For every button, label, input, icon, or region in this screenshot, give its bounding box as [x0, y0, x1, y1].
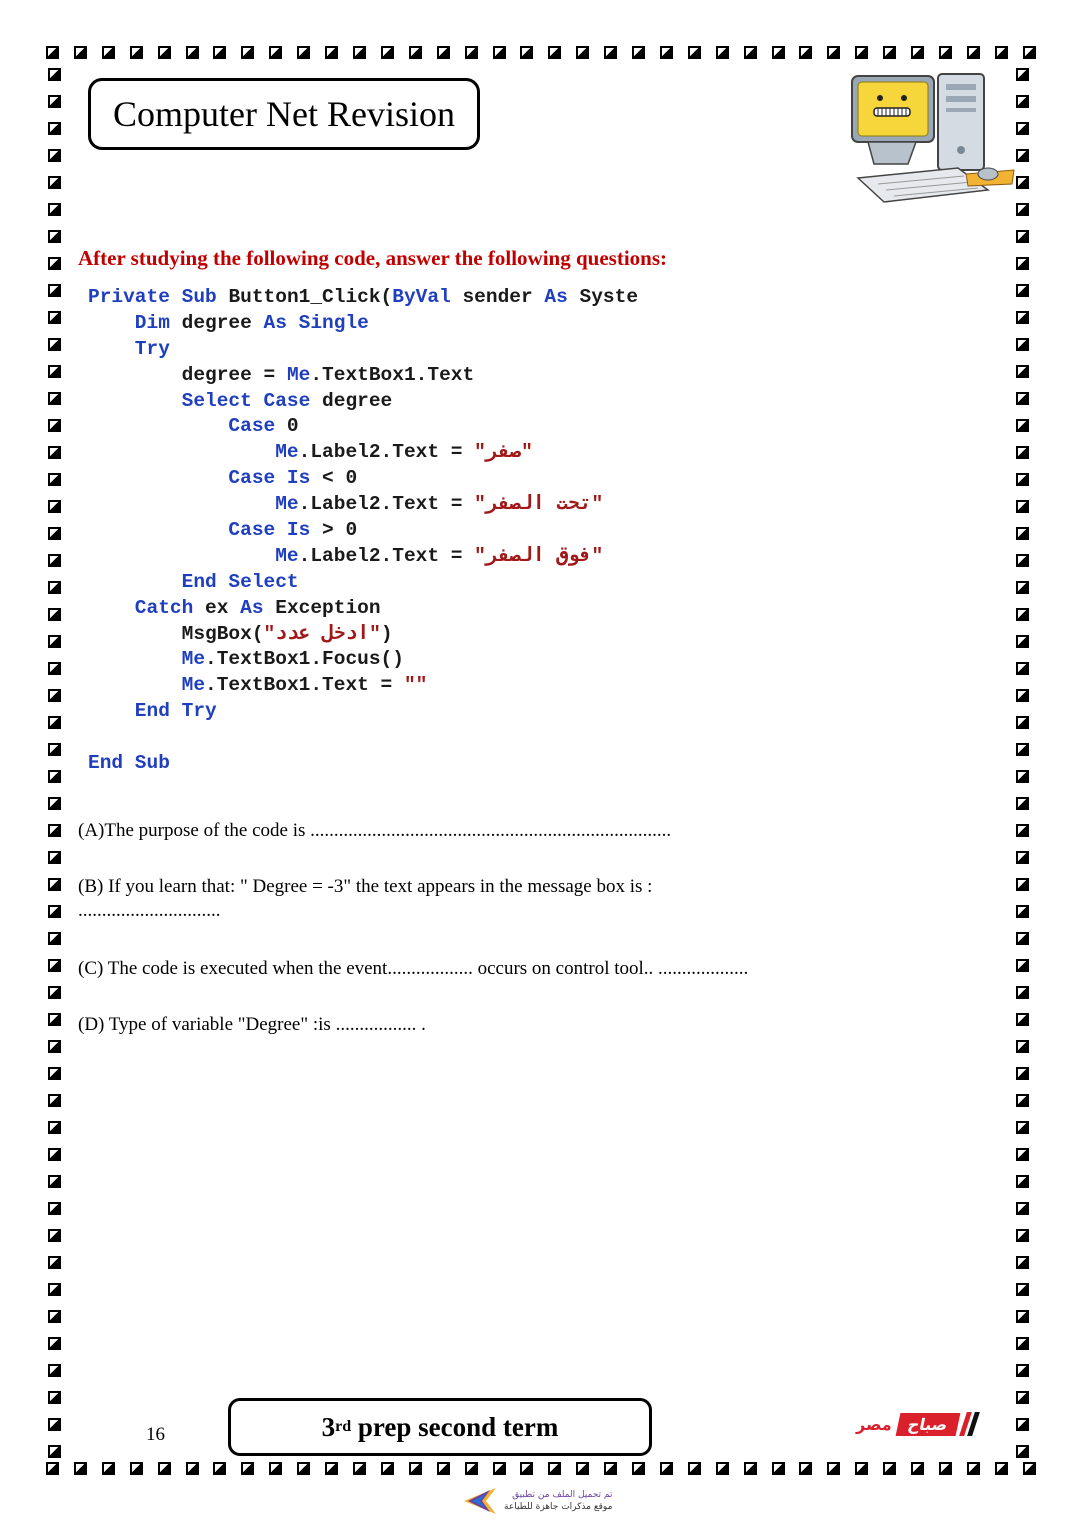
- border-square: [1016, 176, 1029, 189]
- border-square: [48, 770, 61, 783]
- page-border-right: [1016, 68, 1034, 1458]
- border-square: [48, 905, 61, 918]
- border-square: [48, 230, 61, 243]
- tower-icon: [938, 74, 984, 170]
- code-string: "تحت الصفر": [474, 493, 604, 516]
- border-square: [269, 46, 282, 59]
- border-square: [381, 46, 394, 59]
- border-square: [576, 1462, 589, 1475]
- code-text: ): [380, 622, 393, 645]
- border-square: [1016, 1418, 1029, 1431]
- border-square: [48, 527, 61, 540]
- code-keyword: ByVal: [392, 286, 451, 308]
- border-square: [269, 1462, 282, 1475]
- code-keyword: Case: [88, 415, 276, 438]
- watermark: [460, 1486, 612, 1516]
- instructions-heading: After studying the following code, answer the following questions:: [78, 246, 667, 270]
- border-square: [48, 878, 61, 891]
- page-title: [88, 78, 480, 150]
- border-square: [744, 46, 757, 59]
- code-text: .Label2.Text =: [298, 544, 475, 567]
- border-square: [1016, 1040, 1029, 1053]
- border-square: [1016, 1148, 1029, 1161]
- border-square: [48, 95, 61, 108]
- code-text: .TextBox1.Text: [310, 363, 475, 386]
- border-square: [241, 1462, 254, 1475]
- border-square: [1016, 581, 1029, 594]
- border-square: [604, 46, 617, 59]
- border-square: [48, 1202, 61, 1215]
- border-square: [48, 1391, 61, 1404]
- code-string: "فوق الصفر": [474, 544, 604, 567]
- border-square: [1016, 851, 1029, 864]
- border-square: [1016, 257, 1029, 270]
- border-square: [855, 46, 868, 59]
- border-square: [1016, 1202, 1029, 1215]
- border-square: [130, 1462, 143, 1475]
- border-square: [799, 1462, 812, 1475]
- border-square: [48, 149, 61, 162]
- border-square: [632, 46, 645, 59]
- border-square: [995, 1462, 1008, 1475]
- question-b-answer-line: ..............................: [78, 900, 221, 921]
- border-square: [995, 46, 1008, 59]
- code-text: ex: [193, 596, 241, 619]
- border-square: [409, 46, 422, 59]
- code-line: [88, 492, 638, 518]
- border-square: [1016, 797, 1029, 810]
- border-square: [1023, 1462, 1036, 1475]
- code-keyword: Me: [88, 493, 299, 516]
- border-square: [48, 284, 61, 297]
- border-square: [48, 1310, 61, 1323]
- code-keyword: Catch: [88, 596, 194, 619]
- code-keyword: Me: [88, 544, 299, 567]
- border-square: [48, 365, 61, 378]
- border-square: [1016, 1337, 1029, 1350]
- border-square: [381, 1462, 394, 1475]
- border-square: [48, 662, 61, 675]
- level-text: prep second term: [351, 1411, 559, 1442]
- question-b: (B) If you learn that: " Degree = -3" the text appears in the message box is :: [78, 876, 653, 897]
- border-square: [1016, 473, 1029, 486]
- monitor-icon: [852, 76, 934, 164]
- code-line: [88, 622, 638, 648]
- border-square: [213, 1462, 226, 1475]
- border-square: [939, 46, 952, 59]
- border-square: [48, 1067, 61, 1080]
- border-square: [1016, 1229, 1029, 1242]
- border-square: [1016, 500, 1029, 513]
- border-square: [632, 1462, 645, 1475]
- code-string: "صفر": [474, 441, 533, 464]
- border-square: [325, 46, 338, 59]
- code-text: .TextBox1.Focus(): [205, 648, 404, 671]
- border-square: [967, 46, 980, 59]
- border-square: [48, 635, 61, 648]
- code-keyword: Select Case: [88, 389, 311, 412]
- border-square: [548, 1462, 561, 1475]
- border-square: [1016, 419, 1029, 432]
- border-square: [353, 46, 366, 59]
- border-square: [48, 1040, 61, 1053]
- code-text: .TextBox1.Text =: [205, 674, 404, 697]
- code-text: .Label2.Text =: [298, 441, 475, 464]
- watermark-arrow-icon: [460, 1486, 498, 1516]
- code-text: Button1_Click(: [228, 286, 393, 308]
- brand-text: مصر: [856, 1414, 892, 1434]
- code-keyword: Me: [88, 648, 206, 671]
- border-square: [939, 1462, 952, 1475]
- code-line: [88, 518, 638, 544]
- level-suffix: rd: [335, 1418, 352, 1435]
- border-square: [158, 1462, 171, 1475]
- border-square: [48, 554, 61, 567]
- border-square: [48, 986, 61, 999]
- border-square: [465, 46, 478, 59]
- border-square: [1016, 1094, 1029, 1107]
- border-square: [799, 46, 812, 59]
- level-number: 3: [321, 1411, 336, 1442]
- border-square: [325, 1462, 338, 1475]
- border-square: [1016, 230, 1029, 243]
- border-square: [1016, 1391, 1029, 1404]
- border-square: [46, 1462, 59, 1475]
- border-square: [74, 46, 87, 59]
- border-square: [548, 46, 561, 59]
- question-a: (A)The purpose of the code is ............................................................................: [78, 820, 672, 841]
- code-keyword: As: [544, 286, 568, 308]
- border-square: [1016, 311, 1029, 324]
- border-square: [1016, 1013, 1029, 1026]
- border-square: [437, 1462, 450, 1475]
- code-block: [88, 285, 638, 777]
- footer-level-box: [228, 1398, 652, 1456]
- border-square: [48, 122, 61, 135]
- border-square: [48, 851, 61, 864]
- border-square: [1016, 1310, 1029, 1323]
- border-square: [48, 1175, 61, 1188]
- border-square: [1023, 46, 1036, 59]
- border-square: [48, 338, 61, 351]
- border-square: [1016, 743, 1029, 756]
- border-square: [1016, 932, 1029, 945]
- border-square: [48, 959, 61, 972]
- border-square: [1016, 905, 1029, 918]
- code-line: [88, 440, 638, 466]
- border-square: [1016, 1121, 1029, 1134]
- border-square: [48, 932, 61, 945]
- border-square: [1016, 122, 1029, 135]
- border-square: [48, 203, 61, 216]
- border-square: [1016, 1283, 1029, 1296]
- code-text: degree =: [88, 363, 287, 386]
- border-square: [48, 1283, 61, 1296]
- code-keyword: Me: [88, 674, 206, 697]
- border-square: [465, 1462, 478, 1475]
- border-square: [437, 46, 450, 59]
- question-c: (C) The code is executed when the event.................. occurs on control tool.. ...................: [78, 958, 749, 979]
- border-square: [48, 473, 61, 486]
- code-keyword: Try: [88, 337, 170, 360]
- border-square: [688, 1462, 701, 1475]
- border-square: [744, 1462, 757, 1475]
- border-square: [883, 1462, 896, 1475]
- code-line: [88, 544, 638, 570]
- border-square: [1016, 95, 1029, 108]
- border-square: [48, 1121, 61, 1134]
- code-text: Syste: [567, 286, 639, 308]
- watermark-line-2: موقع مذكرات جاهزة للطباعة: [504, 1502, 613, 1512]
- code-keyword: End Sub: [88, 752, 170, 775]
- page-number: 16: [146, 1424, 165, 1445]
- border-square: [1016, 689, 1029, 702]
- border-square: [1016, 68, 1029, 81]
- border-square: [48, 581, 61, 594]
- border-square: [48, 1337, 61, 1350]
- code-text: .Label2.Text =: [298, 493, 475, 516]
- code-text: sender: [450, 286, 545, 308]
- border-square: [48, 1364, 61, 1377]
- border-square: [48, 797, 61, 810]
- code-keyword: As Single: [263, 311, 369, 334]
- border-square: [1016, 284, 1029, 297]
- border-square: [1016, 878, 1029, 891]
- border-square: [576, 46, 589, 59]
- border-square: [1016, 392, 1029, 405]
- border-square: [48, 1229, 61, 1242]
- code-line: [88, 725, 638, 751]
- code-line: [88, 414, 638, 440]
- border-square: [241, 46, 254, 59]
- border-square: [130, 46, 143, 59]
- border-square: [186, 46, 199, 59]
- border-square: [1016, 716, 1029, 729]
- border-square: [48, 257, 61, 270]
- border-square: [102, 46, 115, 59]
- code-line: [88, 285, 638, 311]
- border-square: [520, 46, 533, 59]
- border-square: [48, 1418, 61, 1431]
- border-square: [48, 716, 61, 729]
- code-line: [88, 311, 638, 337]
- page-border-top: [46, 46, 1036, 64]
- border-square: [48, 1094, 61, 1107]
- border-square: [48, 311, 61, 324]
- border-square: [883, 46, 896, 59]
- border-square: [493, 1462, 506, 1475]
- border-square: [1016, 149, 1029, 162]
- border-square: [1016, 608, 1029, 621]
- border-square: [48, 743, 61, 756]
- code-line: [88, 466, 638, 492]
- code-line: [88, 337, 638, 363]
- border-square: [48, 689, 61, 702]
- code-line: [88, 389, 638, 415]
- border-square: [48, 68, 61, 81]
- border-square: [297, 46, 310, 59]
- border-square: [353, 1462, 366, 1475]
- code-keyword: Me: [88, 441, 299, 464]
- code-line: [88, 570, 638, 596]
- code-text: degree: [169, 311, 264, 334]
- border-square: [772, 46, 785, 59]
- border-square: [1016, 446, 1029, 459]
- code-keyword: Dim: [88, 311, 170, 334]
- border-square: [855, 1462, 868, 1475]
- code-text: < 0: [310, 467, 358, 490]
- border-square: [158, 46, 171, 59]
- border-square: [1016, 554, 1029, 567]
- code-text: > 0: [310, 519, 358, 542]
- border-square: [1016, 770, 1029, 783]
- border-square: [520, 1462, 533, 1475]
- border-square: [1016, 203, 1029, 216]
- border-square: [48, 419, 61, 432]
- border-square: [1016, 1445, 1029, 1458]
- border-square: [967, 1462, 980, 1475]
- page-border-bottom: [46, 1462, 1036, 1480]
- border-square: [688, 46, 701, 59]
- brand-bars-icon: [963, 1412, 976, 1436]
- question-d: (D) Type of variable "Degree" :is ................. .: [78, 1014, 426, 1035]
- border-square: [1016, 1067, 1029, 1080]
- code-line: [88, 363, 638, 389]
- border-square: [604, 1462, 617, 1475]
- code-line: [88, 596, 638, 622]
- border-square: [48, 1148, 61, 1161]
- border-square: [213, 46, 226, 59]
- code-string: "": [403, 674, 428, 697]
- border-square: [48, 1445, 61, 1458]
- border-square: [48, 1013, 61, 1026]
- border-square: [1016, 635, 1029, 648]
- border-square: [1016, 959, 1029, 972]
- code-text: Exception: [263, 596, 381, 619]
- border-square: [772, 1462, 785, 1475]
- border-square: [827, 1462, 840, 1475]
- border-square: [1016, 1364, 1029, 1377]
- border-square: [46, 46, 59, 59]
- border-square: [1016, 365, 1029, 378]
- code-keyword: Private Sub: [88, 286, 229, 308]
- border-square: [102, 1462, 115, 1475]
- border-square: [409, 1462, 422, 1475]
- code-line: [88, 647, 638, 673]
- border-square: [48, 608, 61, 621]
- border-square: [1016, 1256, 1029, 1269]
- border-square: [186, 1462, 199, 1475]
- computer-illustration: [838, 68, 1016, 208]
- border-square: [911, 1462, 924, 1475]
- border-square: [1016, 662, 1029, 675]
- page-border-left: [48, 68, 66, 1458]
- border-square: [1016, 527, 1029, 540]
- brand-logo: [856, 1412, 982, 1436]
- border-square: [493, 46, 506, 59]
- border-square: [1016, 986, 1029, 999]
- code-keyword: Case Is: [88, 467, 311, 490]
- border-square: [48, 824, 61, 837]
- code-line: [88, 751, 638, 777]
- border-square: [1016, 338, 1029, 351]
- border-square: [827, 46, 840, 59]
- page-title-text: Computer Net Revision: [113, 94, 455, 134]
- border-square: [297, 1462, 310, 1475]
- code-line: [88, 699, 638, 725]
- border-square: [660, 46, 673, 59]
- code-keyword: End Try: [88, 700, 217, 723]
- code-keyword: As: [240, 596, 264, 619]
- brand-tag: صباح: [895, 1413, 959, 1436]
- border-square: [48, 1256, 61, 1269]
- code-line: [88, 673, 638, 699]
- border-square: [74, 1462, 87, 1475]
- border-square: [716, 1462, 729, 1475]
- border-square: [48, 446, 61, 459]
- code-keyword: Me: [286, 363, 311, 386]
- code-keyword: End Select: [88, 570, 299, 593]
- border-square: [716, 46, 729, 59]
- border-square: [48, 500, 61, 513]
- code-keyword: Case Is: [88, 519, 311, 542]
- code-text: degree: [310, 389, 393, 412]
- border-square: [911, 46, 924, 59]
- border-square: [48, 392, 61, 405]
- code-string: "ادخل عدد": [263, 622, 381, 645]
- border-square: [48, 176, 61, 189]
- border-square: [1016, 824, 1029, 837]
- watermark-line-1: تم تحميل الملف من تطبيق: [512, 1490, 613, 1500]
- code-text: 0: [275, 415, 299, 438]
- border-square: [1016, 1175, 1029, 1188]
- border-square: [660, 1462, 673, 1475]
- code-text: MsgBox(: [88, 622, 264, 645]
